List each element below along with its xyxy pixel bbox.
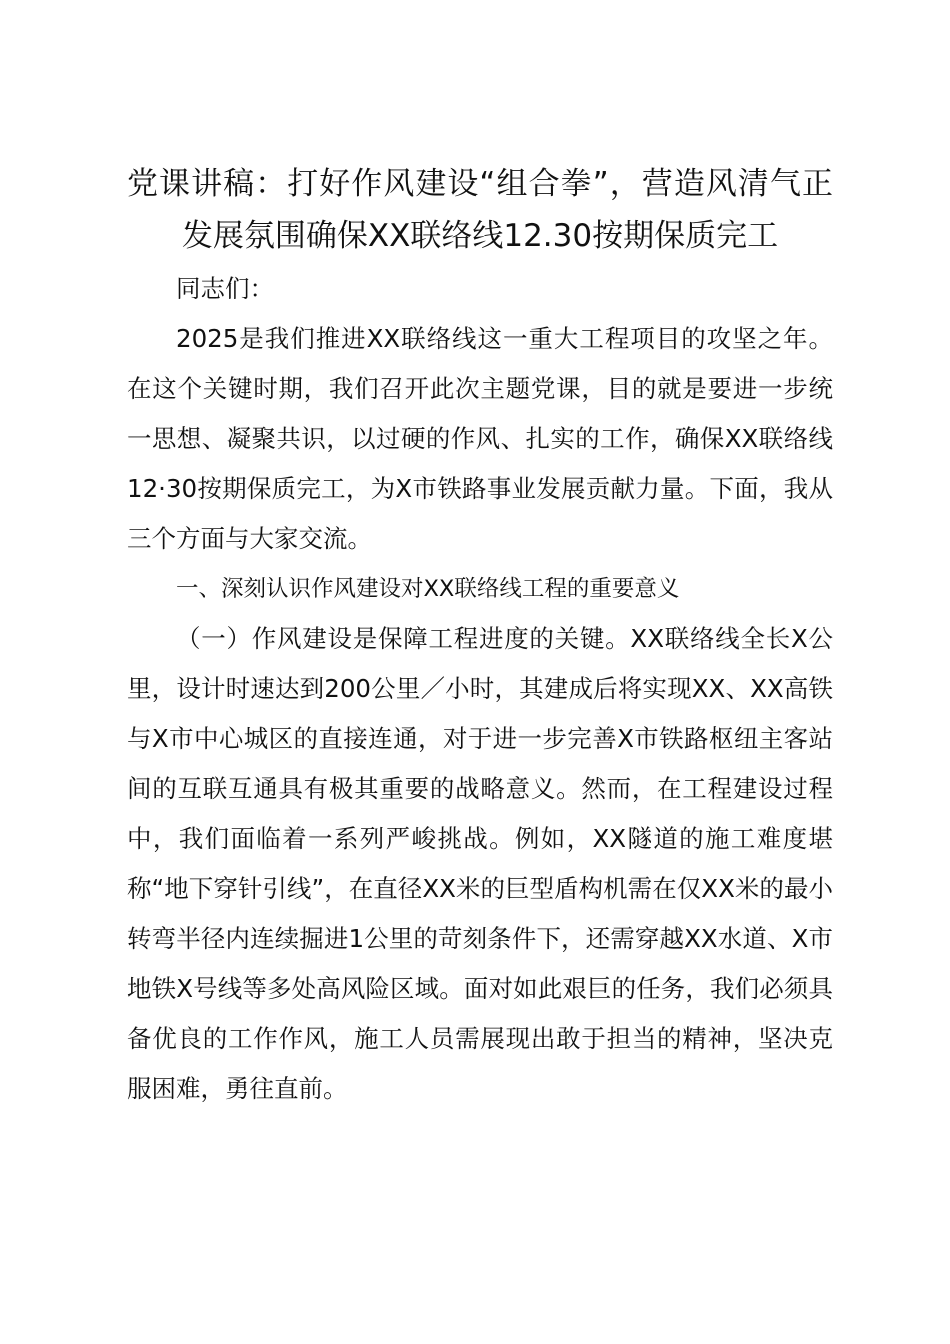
document-title: 党课讲稿：打好作风建设“组合拳”，营造风清气正发展氛围确保XX联络线12.30按期保质完工 bbox=[127, 166, 833, 254]
paragraph-subsection-1: （一）作风建设是保障工程进度的关键。XX联络线全长X公里，设计时速达到200公里／小时，其建成后将实现XX、XX高铁与X市中心城区的直接连通，对于进一步完善X市铁路枢纽主客站间的互联互通具有极其重要的战略意义。然而，在工程建设过程中，我们面临着一系列严峻挑战。例如，XX隧道的施工难度堪称“地下穿针引线”，在直径XX米的巨型盾构机需在仅XX米的最小转弯半径内连续掘进1公里的苛刻条件下，还需穿越XX水道、X市地铁X号线等多处高风险区域。面对如此艰巨的任务，我们必须具备优良的工作作风，施工人员需展现出敢于担当的精神，坚决克服困难，勇往直前。 bbox=[127, 624, 833, 1103]
paragraph-intro: 2025是我们推进XX联络线这一重大工程项目的攻坚之年。在这个关键时期，我们召开此次主题党课，目的就是要进一步统一思想、凝聚共识，以过硬的作风、扎实的工作，确保XX联络线12·30按期保质完工，为X市铁路事业发展贡献力量。下面，我从三个方面与大家交流。 bbox=[127, 324, 833, 553]
section-heading-1: 一、深刻认识作风建设对XX联络线工程的重要意义 bbox=[176, 576, 680, 602]
document-page bbox=[127, 158, 833, 1114]
salutation: 同志们： bbox=[176, 274, 274, 303]
